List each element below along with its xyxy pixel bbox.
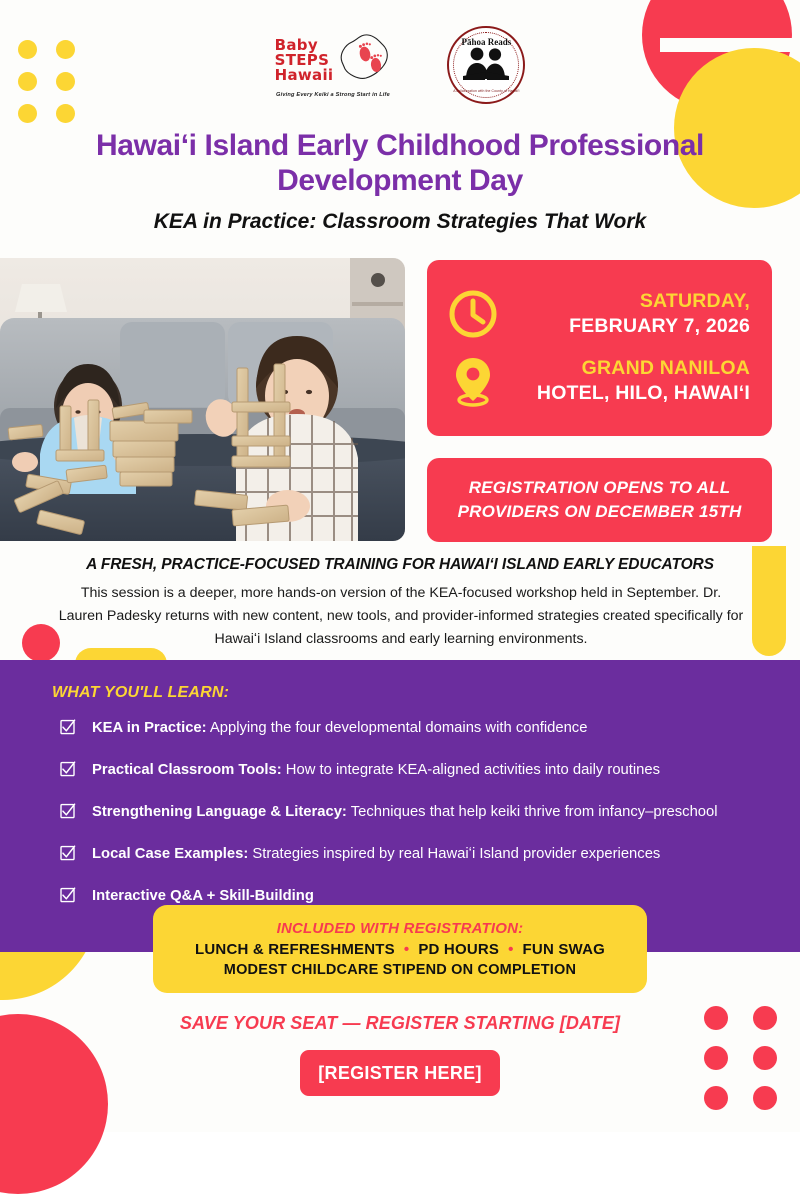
included-stipend-line: MODEST CHILDCARE STIPEND ON COMPLETION [223,962,577,978]
list-item-rest: Applying the four developmental domains with confidence [206,720,588,736]
decor-red-circle [22,624,60,662]
clock-icon [445,288,501,340]
bullet-separator-icon: • [508,941,514,958]
logo-baby-steps-line3: Hawaii [274,66,334,84]
event-details-card [427,260,772,436]
event-date: FEBRUARY 7, 2026 [569,315,750,337]
checkbox-checked-icon [60,803,76,825]
save-your-seat-text: SAVE YOUR SEAT — REGISTER STARTING [DATE] [179,1013,621,1033]
decor-dot [753,1086,777,1110]
register-here-button[interactable]: [REGISTER HERE] [300,1050,500,1096]
list-item [60,718,760,741]
list-item-rest: Techniques that help keiki thrive from infancy–preschool [346,804,718,820]
decor-dot [753,1046,777,1070]
included-heading: INCLUDED WITH REGISTRATION: [276,920,524,937]
what-youll-learn-heading: WHAT YOU'LL LEARN: [52,684,230,701]
lead-body: This session is a deeper, more hands-on version of the KEA-focused workshop held in September. Dr. Lauren Padesky returns with new content, new tools, and provider-informed strategies created specifically for Hawaiʻi Island classrooms and early learning environments. [58,585,744,647]
logo-pahoa-reads-subtext: A collaboration with the County of Hawai'i [453,89,520,93]
decor-dot [704,1046,728,1070]
decor-dot [18,104,37,123]
list-item-text [92,760,660,780]
page-title: Hawaiʻi Island Early Childhood Professional Development Day [96,129,704,197]
list-item-text [92,844,660,864]
list-item-text [92,802,718,822]
included-perk: FUN SWAG [522,941,605,958]
decor-red-quarter-circle [0,1014,108,1194]
logo-baby-steps-hawaii [275,32,392,98]
included-with-registration-box [153,905,647,993]
included-perks-row [195,941,605,958]
page-subtitle: KEA in Practice: Classroom Strategies That Work [153,210,647,233]
event-location-row [445,354,750,408]
decor-dot [56,104,75,123]
event-city: HOTEL, HILO, HAWAIʻI [536,382,750,404]
list-item-bold: Interactive Q&A + Skill-Building [92,888,314,904]
logo-row [0,26,800,104]
list-item-rest: How to integrate KEA-aligned activities into daily routines [281,762,661,778]
list-item-rest: Strategies inspired by real Hawaiʻi Island provider experiences [248,846,661,862]
included-perk: LUNCH & REFRESHMENTS [195,941,395,958]
children-playing-blocks-photo [0,258,405,541]
logo-pahoa-reads-name: Pāhoa Reads [461,37,512,47]
bullet-separator-icon: • [403,941,410,958]
list-item-text [92,718,587,738]
logo-baby-steps-tagline: Giving Every Keiki a Strong Start in Life [276,92,390,98]
list-item-bold: Practical Classroom Tools: [92,762,282,778]
list-item [60,802,760,825]
list-item-text [92,886,314,906]
event-day: SATURDAY, [639,290,750,312]
map-pin-icon [445,354,501,408]
event-date-text [515,289,750,339]
logo-baby-steps-line1: Baby [274,36,318,54]
list-item [60,844,760,867]
checkbox-checked-icon [60,761,76,783]
registration-banner: REGISTRATION OPENS TO ALL PROVIDERS ON DECEMBER 15TH [427,458,772,542]
event-venue: GRAND NANILOA [581,357,750,379]
event-location-text [515,356,750,406]
list-item-bold: KEA in Practice: [92,720,207,736]
hawaii-island-footprints-icon [335,32,391,89]
included-perk: PD HOURS [418,941,500,958]
list-item-bold: Strengthening Language & Literacy: [92,804,347,820]
event-date-row [445,288,750,340]
checkbox-checked-icon [60,887,76,909]
what-youll-learn-list [60,718,760,928]
logo-baby-steps-line2: STEPS [274,51,330,69]
checkbox-checked-icon [60,719,76,741]
list-item [60,760,760,783]
list-item-bold: Local Case Examples: [92,846,249,862]
decor-dot [704,1086,728,1110]
lead-headline: A FRESH, PRACTICE-FOCUSED TRAINING FOR HAWAIʻI ISLAND EARLY EDUCATORS [86,556,714,573]
checkbox-checked-icon [60,845,76,867]
logo-pahoa-reads [447,26,525,104]
